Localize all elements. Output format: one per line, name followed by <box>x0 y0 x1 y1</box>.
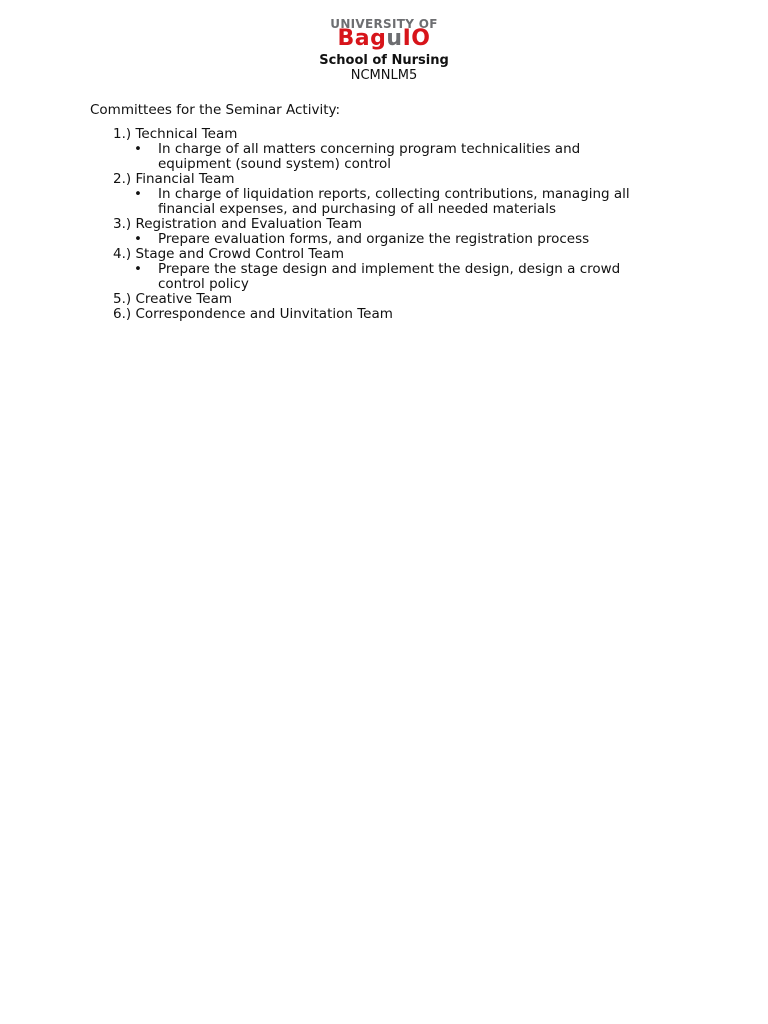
committee-name: Financial Team <box>135 171 235 187</box>
committee-number: 4.) <box>113 246 132 262</box>
committee-item <box>113 307 690 322</box>
bullet-icon: • <box>134 141 142 157</box>
committee-item <box>113 172 690 217</box>
committee-item <box>113 292 690 307</box>
logo-bag: Bag <box>337 26 387 51</box>
document-header <box>0 16 768 83</box>
committee-item <box>113 127 690 172</box>
school-name: School of Nursing <box>319 53 449 68</box>
document-body <box>90 103 690 322</box>
committee-number: 5.) <box>113 291 132 307</box>
university-logo <box>330 16 437 50</box>
duty-item <box>134 261 648 292</box>
committee-name: Technical Team <box>135 126 238 142</box>
duty-list <box>113 262 690 292</box>
committee-number: 3.) <box>113 216 132 232</box>
committee-name: Stage and Crowd Control Team <box>135 246 345 262</box>
committee-name: Correspondence and Uinvitation Team <box>135 306 393 322</box>
course-code: NCMNLM5 <box>350 68 418 83</box>
duty-text: In charge of all matters concerning program technicalities and equipment (sound system) control <box>158 141 581 172</box>
duty-text: In charge of liquidation reports, collecting contributions, managing all financial expenses, and purchasing of all needed materials <box>158 186 630 217</box>
duty-list <box>113 187 690 217</box>
committee-item <box>113 217 690 247</box>
logo-u: u <box>386 26 403 51</box>
duty-item <box>134 141 648 172</box>
duty-item <box>134 231 648 247</box>
duty-list <box>113 142 690 172</box>
committee-number: 1.) <box>113 126 132 142</box>
committee-number: 6.) <box>113 306 132 322</box>
duty-item <box>134 186 648 217</box>
duty-list <box>113 232 690 247</box>
bullet-icon: • <box>134 261 142 277</box>
duty-text: Prepare evaluation forms, and organize the registration process <box>158 231 590 247</box>
committee-name: Creative Team <box>135 291 233 307</box>
intro-text: Committees for the Seminar Activity: <box>90 102 341 118</box>
logo-university-of: UNIVERSITY OF <box>330 17 438 31</box>
bullet-icon: • <box>134 186 142 202</box>
committee-item <box>113 247 690 292</box>
logo-io: IO <box>402 26 431 51</box>
bullet-icon: • <box>134 231 142 247</box>
logo-baguio <box>330 28 437 50</box>
duty-text: Prepare the stage design and implement the design, design a crowd control policy <box>158 261 621 292</box>
committee-list <box>90 127 690 322</box>
committee-name: Registration and Evaluation Team <box>135 216 363 232</box>
committee-number: 2.) <box>113 171 132 187</box>
